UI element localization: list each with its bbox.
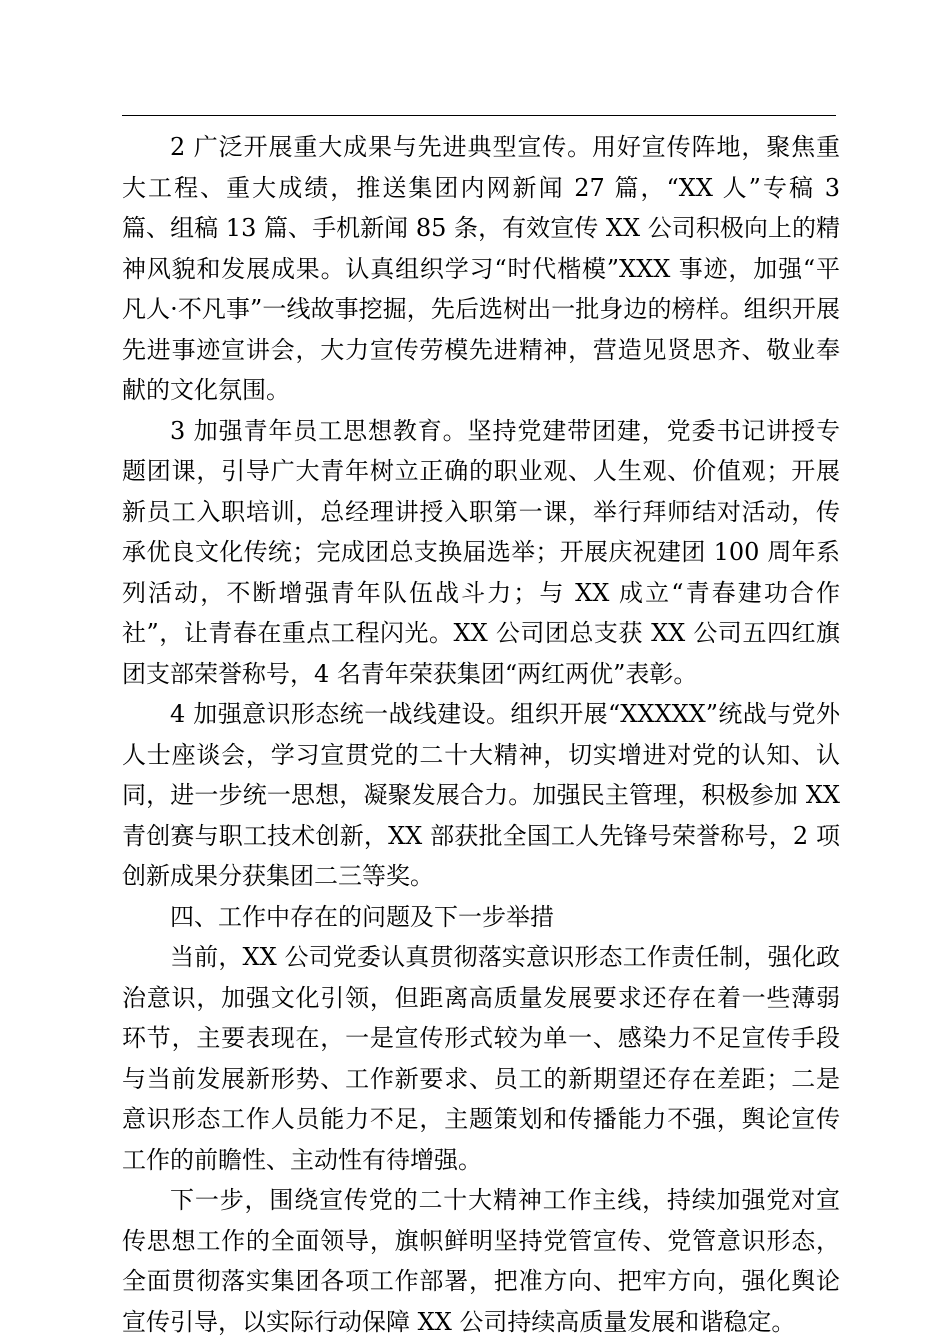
paragraph-publicity-achievements: 2 广泛开展重大成果与先进典型宣传。用好宣传阵地，聚焦重大工程、重大成绩，推送集团内网新闻 27 篇，“XX 人”专稿 3 篇、组稿 13 篇、手机新闻 85 条，有效宣传 XX 公司积极向上的精神风貌和发展成果。认真组织学习“时代楷模”XXX 事迹，加强“平凡人·不凡事”一线故事挖掘，先后选树出一批身边的榜样。组织开展先进事迹宣讲会，大力宣传劳模先进精神，营造见贤思齐、敬业奉献的文化氛围。 — [122, 133, 840, 404]
paragraph-current-problems: 当前，XX 公司党委认真贯彻落实意识形态工作责任制，强化政治意识，加强文化引领，但距离高质量发展要求还存在着一些薄弱环节，主要表现在，一是宣传形式较为单一、感染力不足宣传手段与当前发展新形势、工作新要求、员工的新期望还存在差距；二是意识形态工作人员能力不足，主题策划和传播能力不强，舆论宣传工作的前瞻性、主动性有待增强。 — [122, 943, 840, 1174]
paragraph-united-front: 4 加强意识形态统一战线建设。组织开展“XXXXX”统战与党外人士座谈会，学习宣贯党的二十大精神，切实增进对党的认知、认同，进一步统一思想，凝聚发展合力。加强民主管理，积极参加 XX 青创赛与职工技术创新，XX 部获批全国工人先锋号荣誉称号，2 项创新成果分获集团二三等奖。 — [122, 700, 840, 890]
header-rule — [122, 115, 836, 116]
paragraph-next-steps: 下一步，围绕宣传党的二十大精神工作主线，持续加强党对宣传思想工作的全面领导，旗帜鲜明坚持党管宣传、党管意识形态，全面贯彻落实集团各项工作部署，把准方向、把牢方向，强化舆论宣传引导，以实际行动保障 XX 公司持续高质量发展和谐稳定。 — [122, 1186, 840, 1336]
paragraph-youth-education: 3 加强青年员工思想教育。坚持党建带团建，党委书记讲授专题团课，引导广大青年树立正确的职业观、人生观、价值观；开展新员工入职培训，总经理讲授入职第一课，举行拜师结对活动，传承优良文化传统；完成团总支换届选举；开展庆祝建团 100 周年系列活动，不断增强青年队伍战斗力；与 XX 成立“青春建功合作社”，让青春在重点工程闪光。XX 公司团总支获 XX 公司五四红旗团支部荣誉称号，4 名青年荣获集团“两红两优”表彰。 — [122, 416, 840, 688]
document-body — [122, 127, 840, 1342]
section-heading-problems-next-steps: 四、工作中存在的问题及下一步举措 — [170, 902, 554, 931]
